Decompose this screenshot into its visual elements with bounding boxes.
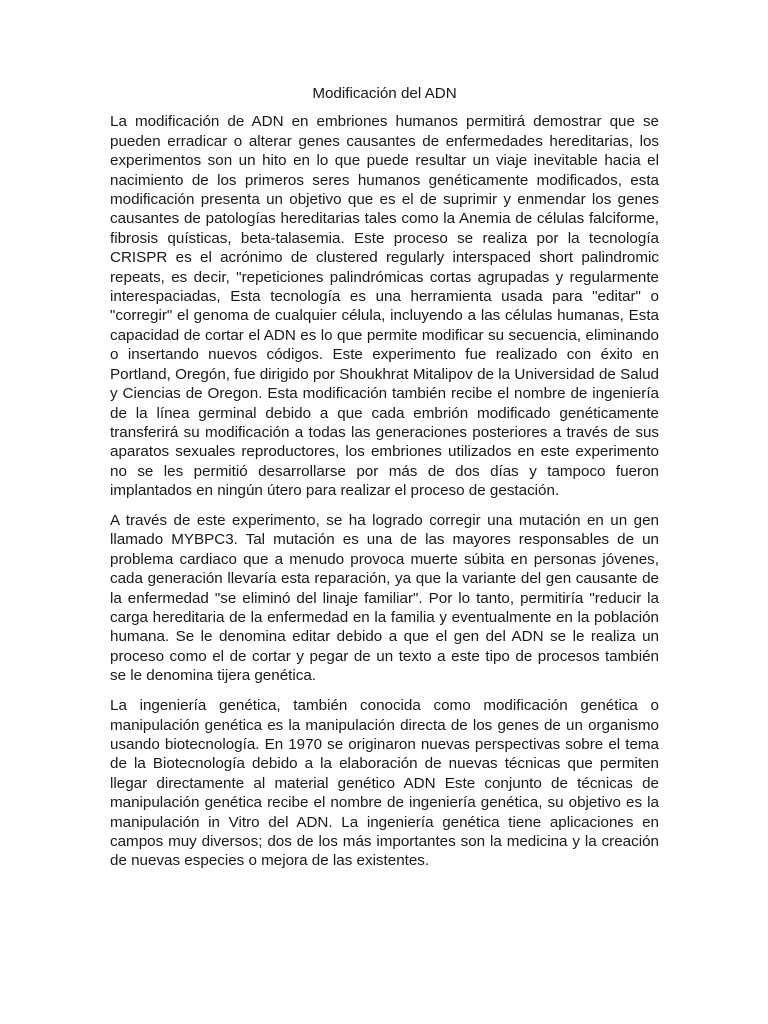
paragraph-crispr: La modificación de ADN en embriones humanos permitirá demostrar que se pueden erradicar o alterar genes causantes de enfermedades hereditarias, los experimentos son un hito en lo que puede resultar un viaje inevitable hacia el nacimiento de los primeros seres humanos genéticamente modificados, esta modificación presenta un objetivo que es el de suprimir y enmendar los genes causantes de patologías hereditarias tales como la Anemia de células falciforme, fibrosis quísticas, beta-talasemia. Este proceso se realiza por la tecnología CRISPR es el acrónimo de clustered regularly interspaced short palindromic repeats, es decir, "repeticiones palindrómicas cortas agrupadas y regularmente interespaciadas, Esta tecnología es una herramienta usada para "editar" o "corregir" el genoma de cualquier célula, incluyendo a las células humanas, Esta capacidad de cortar el ADN es lo que permite modificar su secuencia, eliminando o insertando nuevos códigos. Este experimento fue realizado con éxito en Portland, Oregón, fue dirigido por Shoukhrat Mitalipov de la Universidad de Salud y Ciencias de Oregon. Esta modificación también recibe el nombre de ingeniería de la línea germinal debido a que cada embrión modificado genéticamente transferirá su modificación a todas las generaciones posteriores a través de sus aparatos sexuales reproductores, los embriones utilizados en este experimento no se les permitió desarrollarse por más de dos días y tampoco fueron implantados en ningún útero para realizar el proceso de gestación. [110, 113, 659, 500]
paragraph-mybpc3: A través de este experimento, se ha logrado corregir una mutación en un gen llamado MYBPC3. Tal mutación es una de las mayores responsables de un problema cardiaco que a menudo provoca muerte súbita en personas jóvenes, cada generación llevaría esta reparación, ya que la variante del gen causante de la enfermedad "se eliminó del linaje familiar". Por lo tanto, permitiría "reducir la carga hereditaria de la enfermedad en la familia y eventualmente en la población humana. Se le denomina editar debido a que el gen del ADN se le realiza un proceso como el de cortar y pegar de un texto a este tipo de procesos también se le denomina tijera genética. [110, 512, 659, 685]
document-page [110, 84, 659, 881]
paragraph-genetic-engineering: La ingeniería genética, también conocida como modificación genética o manipulación genética es la manipulación directa de los genes de un organismo usando biotecnología. En 1970 se originaron nuevas perspectivas sobre el tema de la Biotecnología debido a la elaboración de nuevas técnicas que permiten llegar directamente al material genético ADN Este conjunto de técnicas de manipulación genética recibe el nombre de ingeniería genética, su objetivo es la manipulación in Vitro del ADN. La ingeniería genética tiene aplicaciones en campos muy diversos; dos de los más importantes son la medicina y la creación de nuevas especies o mejora de las existentes. [110, 697, 659, 870]
document-title: Modificación del ADN [312, 85, 457, 102]
